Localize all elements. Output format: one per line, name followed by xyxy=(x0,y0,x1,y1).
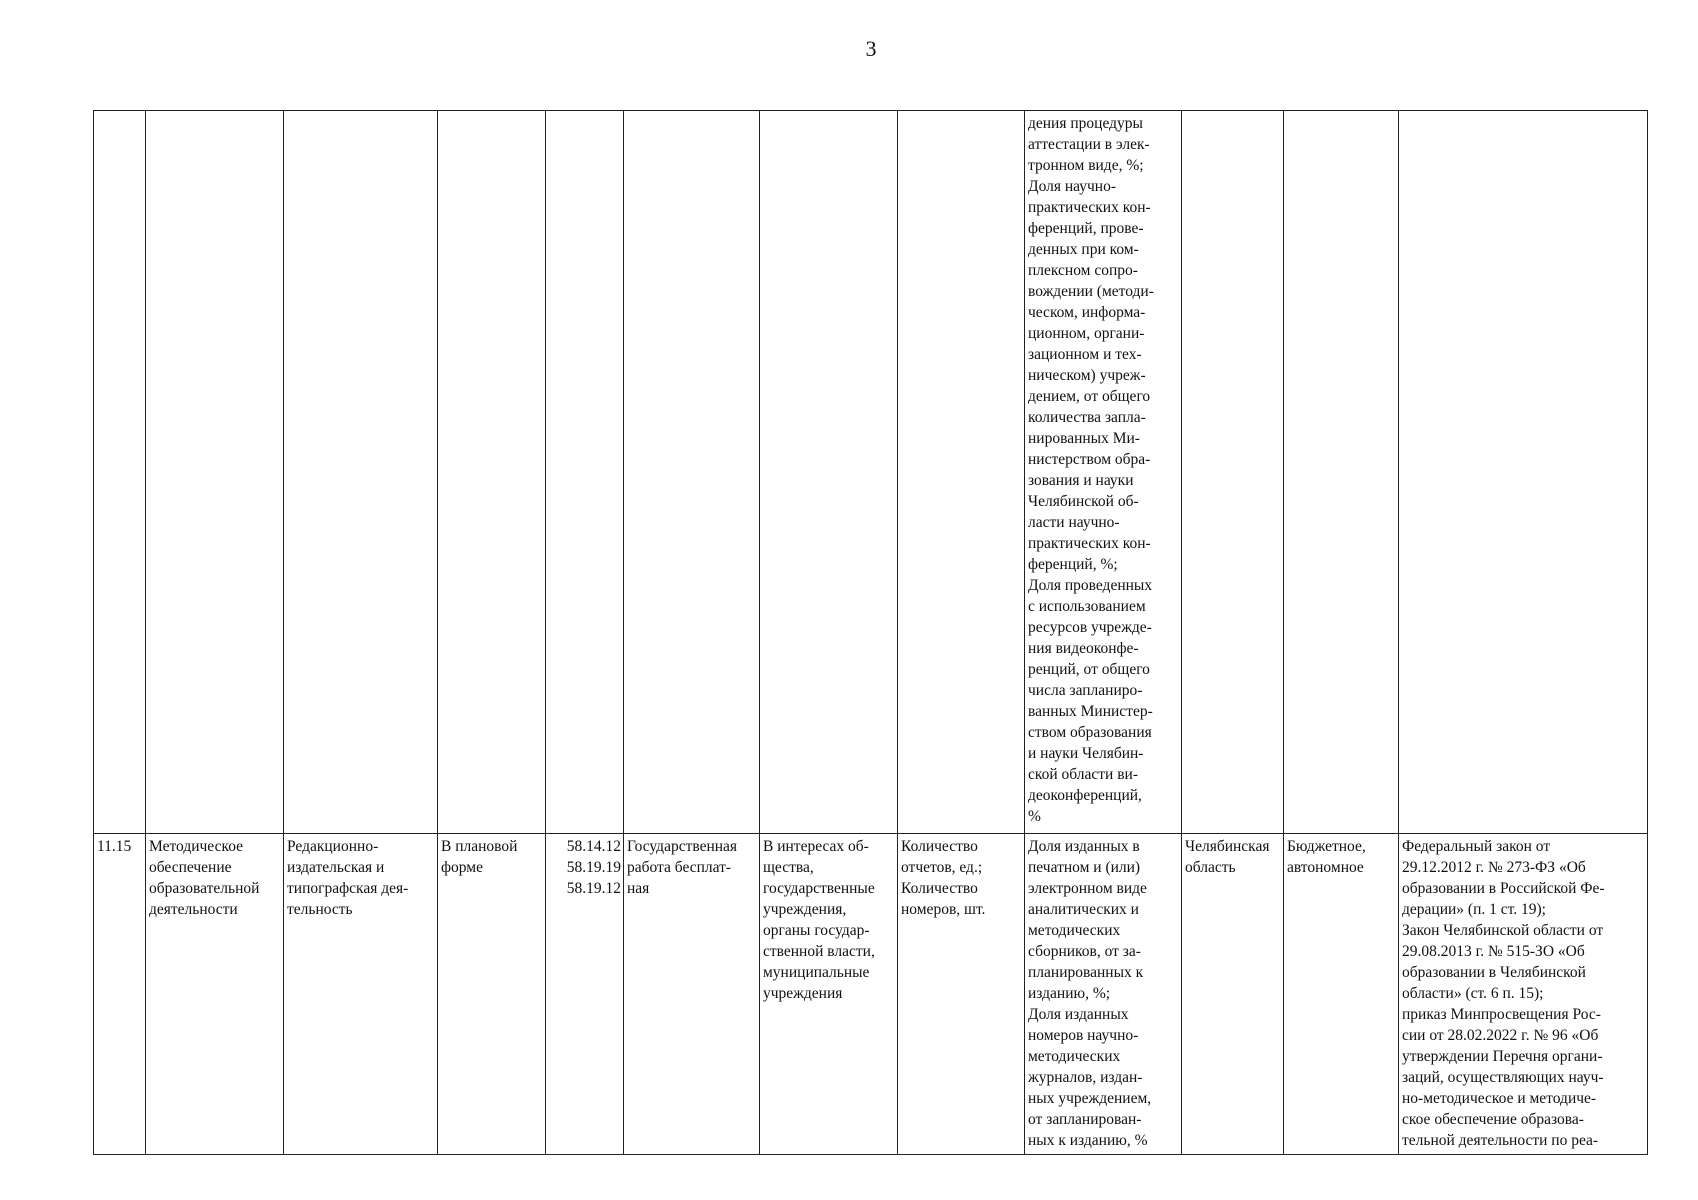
cell-service-name xyxy=(146,111,284,834)
cell-consumers xyxy=(760,111,898,834)
cell-activity xyxy=(284,111,438,834)
cell-service-name: Методическое обеспечение образовательной деятельности xyxy=(146,834,284,1155)
cell-institution-type xyxy=(1284,111,1399,834)
cell-quality-indicators: Доля изданных в печатном и (или) электронном виде аналитических и методических сборников, от за- планированных к изданию, %; Доля изданных номеров научно- методических журналов, издан- ных учреждением, от запланирован- ных к изданию, % xyxy=(1025,834,1182,1155)
cell-consumers: В интересах об- щества, государственные учреждения, органы государ- ственной власти, муниципальные учреждения xyxy=(760,834,898,1155)
cell-legal-basis xyxy=(1399,111,1648,834)
cell-number: 11.15 xyxy=(94,834,146,1155)
services-registry-table xyxy=(93,110,1648,1155)
cell-volume-indicators: Количество отчетов, ед.; Количество номеров, шт. xyxy=(898,834,1025,1155)
page-number: 3 xyxy=(865,36,877,61)
cell-activity: Редакционно- издательская и типографская дея- тельность xyxy=(284,834,438,1155)
cell-legal-basis: Федеральный закон от 29.12.2012 г. № 273-ФЗ «Об образовании в Российской Фе- дерации» (п. 1 ст. 19); Закон Челябинской области от 29.08.2013 г. № 515-ЗО «Об образовании в Челябинской области» (ст. 6 п. 15); приказ Минпросвещения Рос- сии от 28.02.2022 г. № 96 «Об утверждении Перечня органи- заций, осуществляющих науч- но-методическое и методиче- ское обеспечение образова- тельной деятельности по реа- xyxy=(1399,834,1648,1155)
cell-region xyxy=(1182,111,1284,834)
cell-region: Челябинская область xyxy=(1182,834,1284,1155)
cell-work-type: Государственная работа бесплат- ная xyxy=(624,834,760,1155)
cell-number xyxy=(94,111,146,834)
cell-volume-indicators xyxy=(898,111,1025,834)
cell-okved-codes xyxy=(546,111,624,834)
cell-form xyxy=(438,111,546,834)
cell-work-type xyxy=(624,111,760,834)
cell-form: В плановой форме xyxy=(438,834,546,1155)
table-row xyxy=(94,111,1648,834)
cell-institution-type: Бюджетное, автономное xyxy=(1284,834,1399,1155)
cell-okved-codes: 58.14.12 58.19.19 58.19.12 xyxy=(546,834,624,1155)
cell-quality-indicators: дения процедуры аттестации в элек- тронном виде, %; Доля научно- практических кон- ференций, прове- денных при ком- плексном сопро- вождении (методи- ческом, информа- ционном, органи- зационном и тех- ническом) учреж- дением, от общего количества запла- нированных Ми- нистерством обра- зования и науки Челябинской об- ласти научно- практических кон- ференций, %; Доля проведенных с использованием ресурсов учрежде- ния видеоконфе- ренций, от общего числа запланиро- ванных Министер- ством образования и науки Челябин- ской области ви- деоконференций, % xyxy=(1025,111,1182,834)
table-row xyxy=(94,834,1648,1155)
